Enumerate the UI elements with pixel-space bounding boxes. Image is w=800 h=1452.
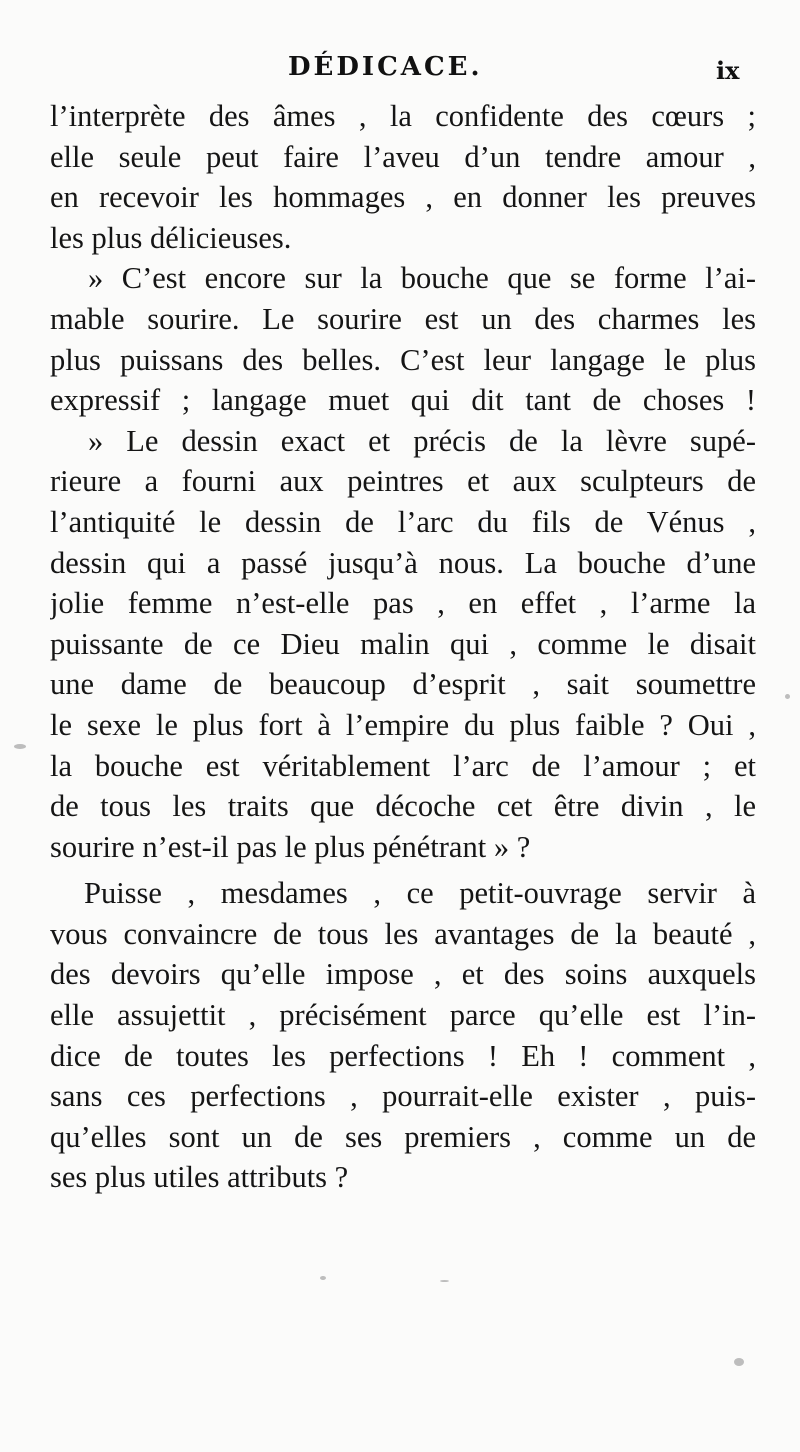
text-line: expressif ; langage muet qui dit tant de choses ! (50, 383, 756, 418)
text-line: » Le dessin exact et précis de la lèvre supé- (88, 423, 756, 458)
page-header (0, 52, 800, 88)
text-line: elle seule peut faire l’aveu d’un tendre amour , (50, 139, 756, 174)
paragraph (50, 421, 756, 868)
text-line: l’interprète des âmes , la confidente des cœurs ; (50, 99, 756, 133)
text-line: l’antiquité le dessin de l’arc du fils de Vénus , (50, 504, 756, 539)
print-speck (14, 744, 26, 749)
text-line: plus puissans des belles. C’est leur langage le plus (50, 342, 756, 377)
print-speck (785, 694, 790, 699)
paragraph (50, 873, 756, 1198)
text-line: la bouche est véritablement l’arc de l’amour ; et (50, 748, 756, 783)
text-line: en recevoir les hommages , en donner les preuves (50, 180, 756, 215)
text-line: » C’est encore sur la bouche que se forme l’ai- (88, 261, 756, 296)
text-line: le sexe le plus fort à l’empire du plus faible ? Oui , (50, 707, 756, 742)
text-line: qu’elles sont un de ses premiers , comme un de (50, 1119, 756, 1154)
text-line: dice de toutes les perfections ! Eh ! comment , (50, 1038, 756, 1073)
text-line: vous convaincre de tous les avantages de la beauté , (50, 916, 756, 951)
print-speck (320, 1276, 326, 1280)
text-line: jolie femme n’est-elle pas , en effet , l’arme la (50, 586, 756, 621)
text-line: des devoirs qu’elle impose , et des soins auxquels (50, 957, 756, 992)
text-line: sans ces perfections , pourrait-elle exister , puis- (50, 1079, 756, 1114)
text-line: elle assujettit , précisément parce qu’elle est l’in- (50, 998, 756, 1033)
text-line: une dame de beaucoup d’esprit , sait soumettre (50, 667, 756, 702)
paragraph (50, 96, 756, 258)
text-line: sourire n’est-il pas le plus pénétrant » ? (50, 829, 531, 864)
text-line: les plus délicieuses. (50, 220, 292, 255)
print-speck (440, 1280, 449, 1282)
body-text (50, 96, 756, 1198)
running-title: DÉDICACE. (288, 52, 483, 82)
text-line: dessin qui a passé jusqu’à nous. La bouche d’une (50, 545, 756, 580)
text-line: Puisse , mesdames , ce petit-ouvrage servir à (84, 876, 756, 911)
print-speck (734, 1358, 744, 1366)
text-line: puissante de ce Dieu malin qui , comme le disait (50, 626, 756, 661)
text-line: rieure a fourni aux peintres et aux sculpteurs de (50, 464, 756, 499)
text-line: ses plus utiles attributs ? (50, 1160, 349, 1195)
page-number: ix (716, 56, 740, 85)
text-line: mable sourire. Le sourire est un des charmes les (50, 301, 756, 336)
paragraph (50, 258, 756, 420)
text-line: de tous les traits que décoche cet être divin , le (50, 789, 756, 824)
